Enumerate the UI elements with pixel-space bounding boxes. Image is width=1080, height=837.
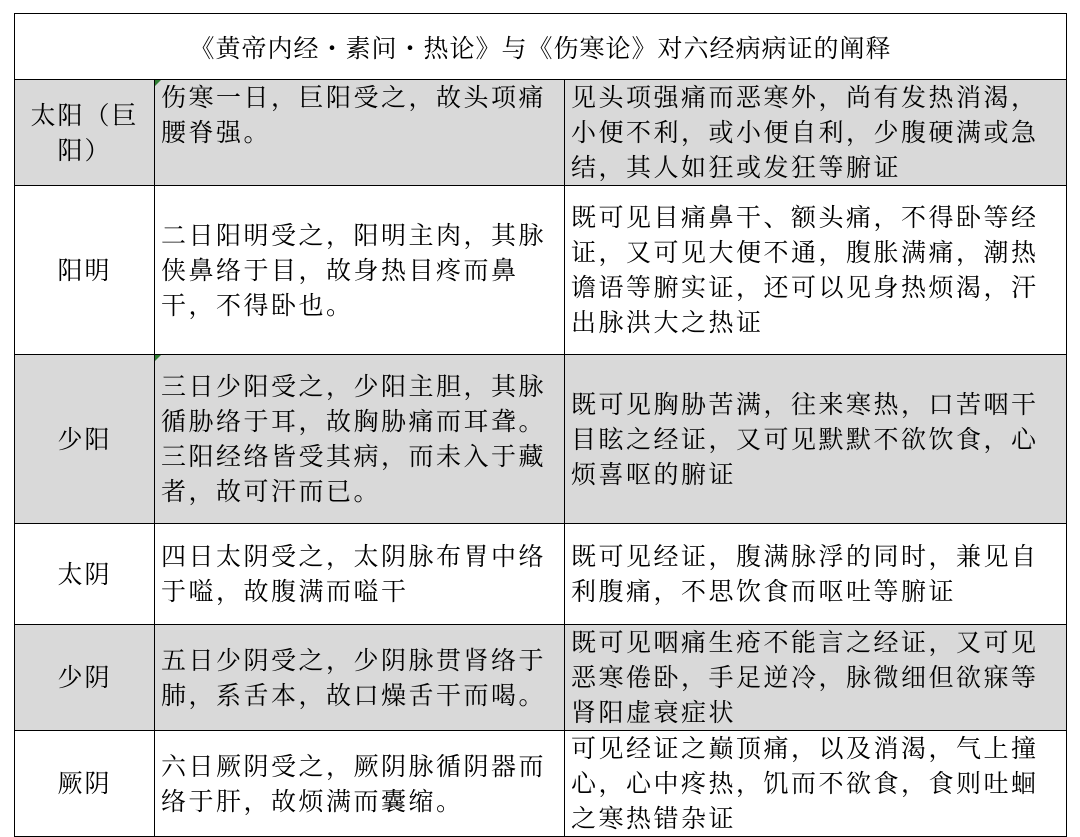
neijing-text: 二日阳明受之，阳明主肉，其脉侠鼻络于目，故身热目疼而鼻干，不得卧也。 [155, 186, 565, 355]
meridian-name: 少阳 [15, 355, 155, 524]
neijing-text: 六日厥阴受之，厥阴脉循阴器而络于肝，故烦满而囊缩。 [155, 731, 565, 837]
table-row-taiyang [15, 80, 1067, 186]
meridian-name: 阳明 [15, 186, 155, 355]
neijing-text: 四日太阴受之，太阴脉布胃中络于嗌，故腹满而嗌干 [155, 524, 565, 625]
table-row-jueyin [15, 731, 1067, 837]
table-row-taiyin [15, 524, 1067, 625]
neijing-text: 五日少阴受之，少阴脉贯肾络于肺，系舌本，故口燥舌干而喝。 [155, 625, 565, 731]
table-row-shaoyang [15, 355, 1067, 524]
neijing-content: 三日少阳受之，少阳主胆，其脉循胁络于耳，故胸胁痛而耳聋。三阳经络皆受其病，而未入于藏者，故可汗而已。 [161, 372, 547, 506]
table-title: 《黄帝内经・素问・热论》与《伤寒论》对六经病病证的阐释 [15, 14, 1067, 80]
neijing-text [155, 355, 565, 524]
title-row [15, 14, 1067, 80]
table-row-shaoyin [15, 625, 1067, 731]
shanghan-text: 可见经证之巅顶痛，以及消渴，气上撞心，心中疼热，饥而不欲食，食则吐蛔之寒热错杂证 [565, 731, 1067, 837]
neijing-content: 伤寒一日，巨阳受之，故头项痛腰脊强。 [161, 83, 547, 147]
shanghan-text: 既可见目痛鼻干、额头痛，不得卧等经证，又可见大便不通，腹胀满痛，潮热谵语等腑实证，还可以见身热烦渴，汗出脉洪大之热证 [565, 186, 1067, 355]
meridian-name: 太阳（巨阳） [15, 80, 155, 186]
meridian-name: 厥阴 [15, 731, 155, 837]
meridian-name: 少阴 [15, 625, 155, 731]
shanghan-text: 既可见经证，腹满脉浮的同时，兼见自利腹痛，不思饮食而呕吐等腑证 [565, 524, 1067, 625]
shanghan-text: 见头项强痛而恶寒外，尚有发热消渴，小便不利，或小便自利，少腹硬满或急结，其人如狂或发狂等腑证 [565, 80, 1067, 186]
shanghan-text: 既可见咽痛生疮不能言之经证，又可见恶寒倦卧，手足逆冷，脉微细但欲寐等肾阳虚衰症状 [565, 625, 1067, 731]
meridian-name: 太阴 [15, 524, 155, 625]
neijing-text [155, 80, 565, 186]
table-row-yangming [15, 186, 1067, 355]
six-meridian-table [14, 13, 1067, 837]
cell-marker-icon [155, 80, 161, 86]
shanghan-text: 既可见胸胁苦满，往来寒热，口苦咽干目眩之经证，又可见默默不欲饮食，心烦喜呕的腑证 [565, 355, 1067, 524]
cell-marker-icon [155, 355, 161, 361]
